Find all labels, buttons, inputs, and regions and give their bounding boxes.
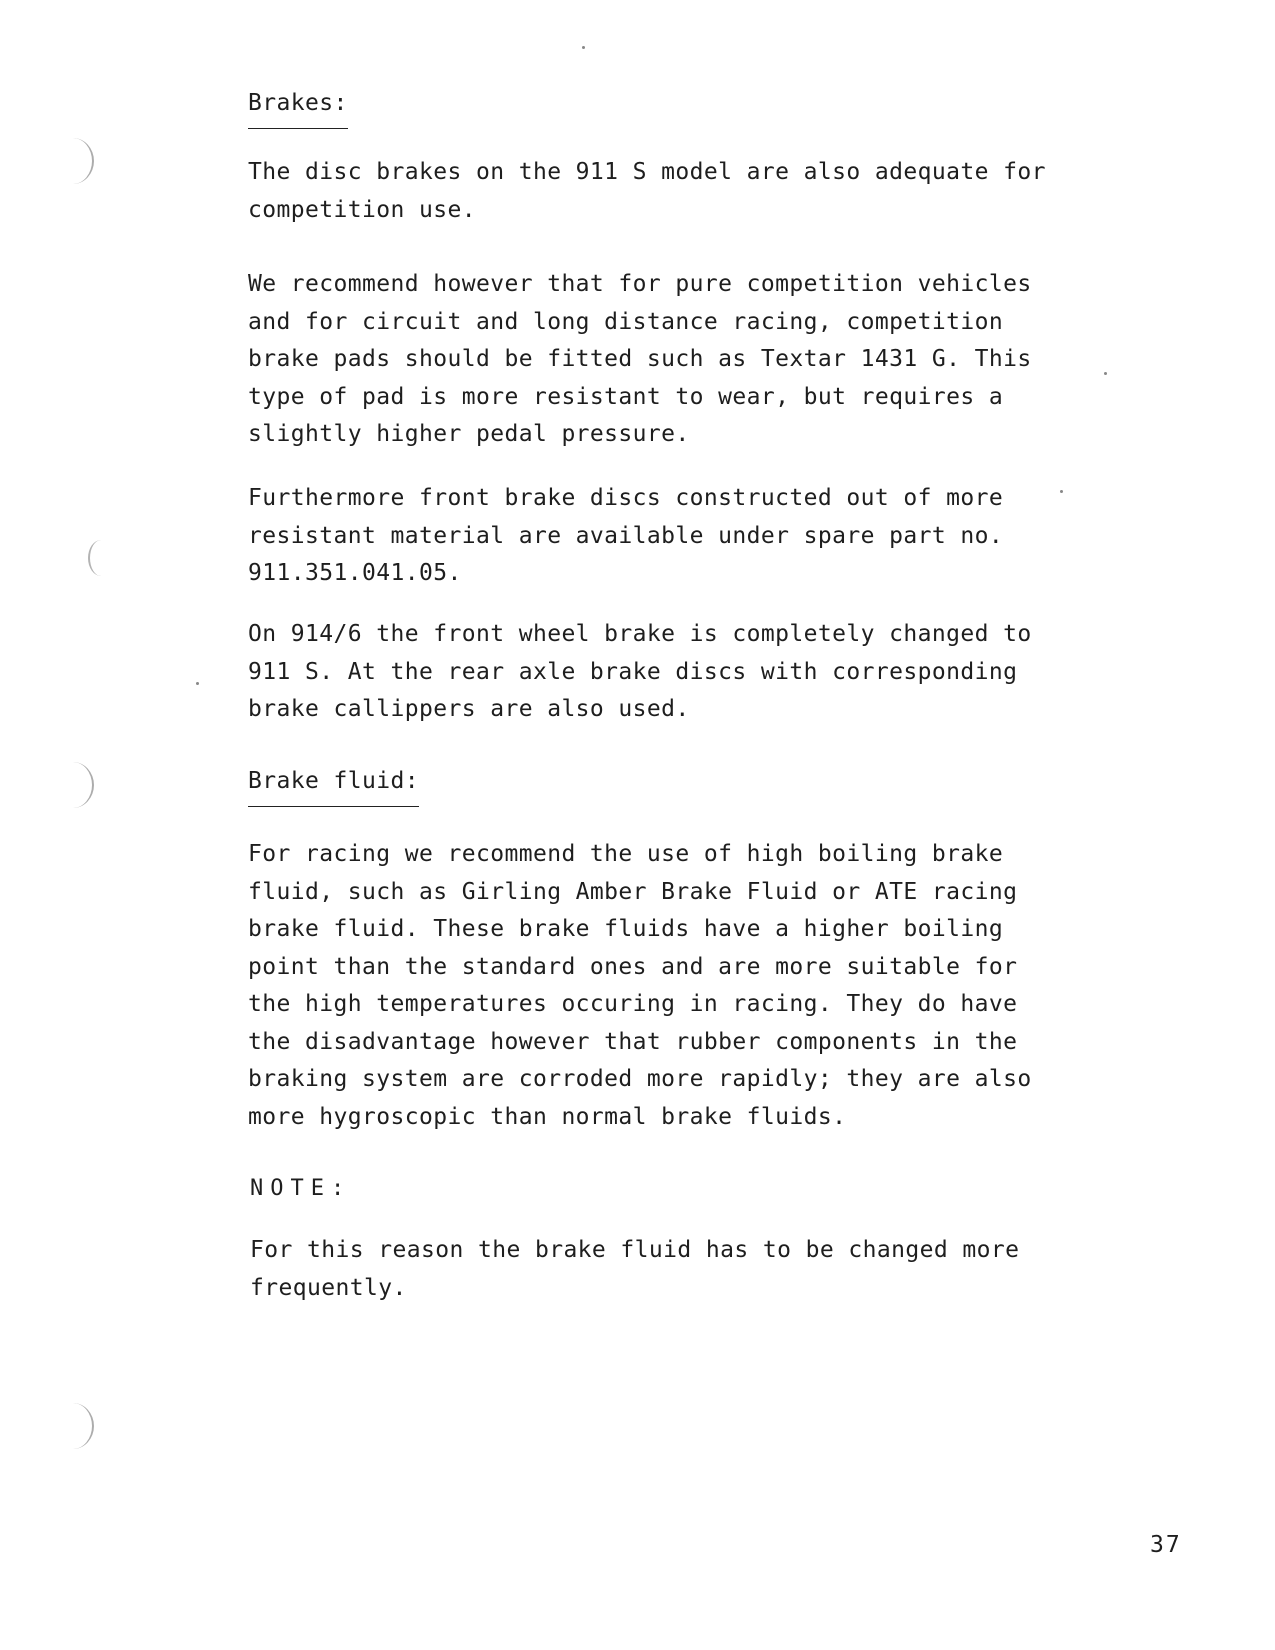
note-paragraph: For this reason the brake fluid has to be changed more frequently.	[250, 1237, 1020, 1301]
brakes-paragraph-2: We recommend however that for pure competition vehicles and for circuit and long distance racing, competition brake pads should be fitted such as Textar 1431 G. This type of pad is more resistant to wear, but requires a slightly higher pedal pressure.	[248, 271, 1032, 447]
scan-speck	[582, 46, 585, 49]
brake-fluid-paragraph: For racing we recommend the use of high boiling brake fluid, such as Girling Amber Brake Fluid or ATE racing brake fluid. These brake fluids have a higher boiling point than the standard ones and are more suitable for the high temperatures occuring in racing. They do have the disadvantage however that rubber components in the braking system are corroded more rapidly; they are also more hygroscopic than normal brake fluids.	[248, 841, 1032, 1130]
brake-fluid-heading: Brake fluid:	[248, 766, 419, 807]
binder-hole-mark	[52, 138, 94, 184]
binder-hole-mark	[52, 1403, 94, 1449]
scan-speck	[196, 682, 199, 685]
page-number: 37	[1150, 1532, 1182, 1558]
note-label: NOTE:	[250, 1176, 352, 1201]
binder-hole-mark	[88, 540, 114, 576]
brakes-paragraph-4: On 914/6 the front wheel brake is completely changed to 911 S. At the rear axle brake discs with corresponding brake callippers are also used.	[248, 621, 1032, 722]
brakes-paragraph-1: The disc brakes on the 911 S model are also adequate for competition use.	[248, 159, 1046, 223]
brakes-heading: Brakes:	[248, 88, 348, 129]
brakes-paragraph-3: Furthermore front brake discs constructed out of more resistant material are available under spare part no. 911.351.041.05.	[248, 485, 1004, 586]
binder-hole-mark	[52, 762, 94, 808]
